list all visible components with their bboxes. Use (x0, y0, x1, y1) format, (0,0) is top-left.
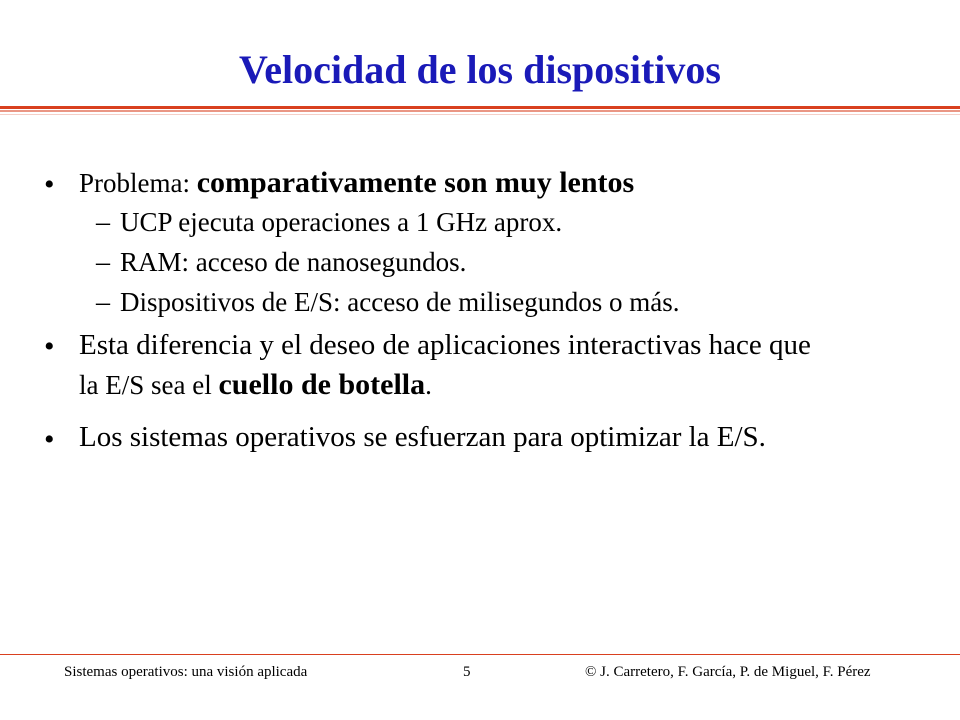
bullet-1 (79, 166, 634, 200)
bullet-2-suffix: . (425, 370, 432, 400)
bullet-marker: • (44, 168, 55, 201)
bullet-marker: • (44, 330, 55, 363)
bullet-marker: • (44, 423, 55, 456)
bullet-1-subitem-1: UCP ejecuta operaciones a 1 GHz aprox. (120, 207, 563, 237)
bullet-2-prefix: la E/S sea el (79, 370, 219, 400)
bullet-1-prefix: Problema: (79, 168, 197, 198)
slide-title: Velocidad de los dispositivos (239, 47, 721, 92)
bullet-3: Los sistemas operativos se esfuerzan para optimizar la E/S. (79, 421, 766, 453)
footer-copyright: © J. Carretero, F. García, P. de Miguel, F. Pérez (585, 664, 871, 680)
bullet-1-emphasis: comparativamente son muy lentos (196, 166, 635, 199)
bullet-2-line-1: Esta diferencia y el deseo de aplicaciones interactivas hace que (79, 329, 811, 361)
title-underline-shadow (0, 110, 960, 112)
bullet-2-emphasis: cuello de botella (218, 368, 426, 401)
bullet-2-line-2 (79, 368, 432, 402)
title-underline (0, 106, 960, 109)
page-number: 5 (463, 664, 471, 680)
footer-rule (0, 654, 960, 655)
dash-marker: – (96, 247, 110, 278)
dash-marker: – (96, 287, 110, 318)
footer-course-title: Sistemas operativos: una visión aplicada (64, 664, 308, 680)
dash-marker: – (96, 207, 110, 238)
bullet-1-subitem-3: Dispositivos de E/S: acceso de milisegundos o más. (120, 287, 680, 317)
bullet-1-subitem-2: RAM: acceso de nanosegundos. (120, 247, 467, 277)
footer (0, 654, 960, 714)
title-underline-fade (0, 114, 960, 115)
